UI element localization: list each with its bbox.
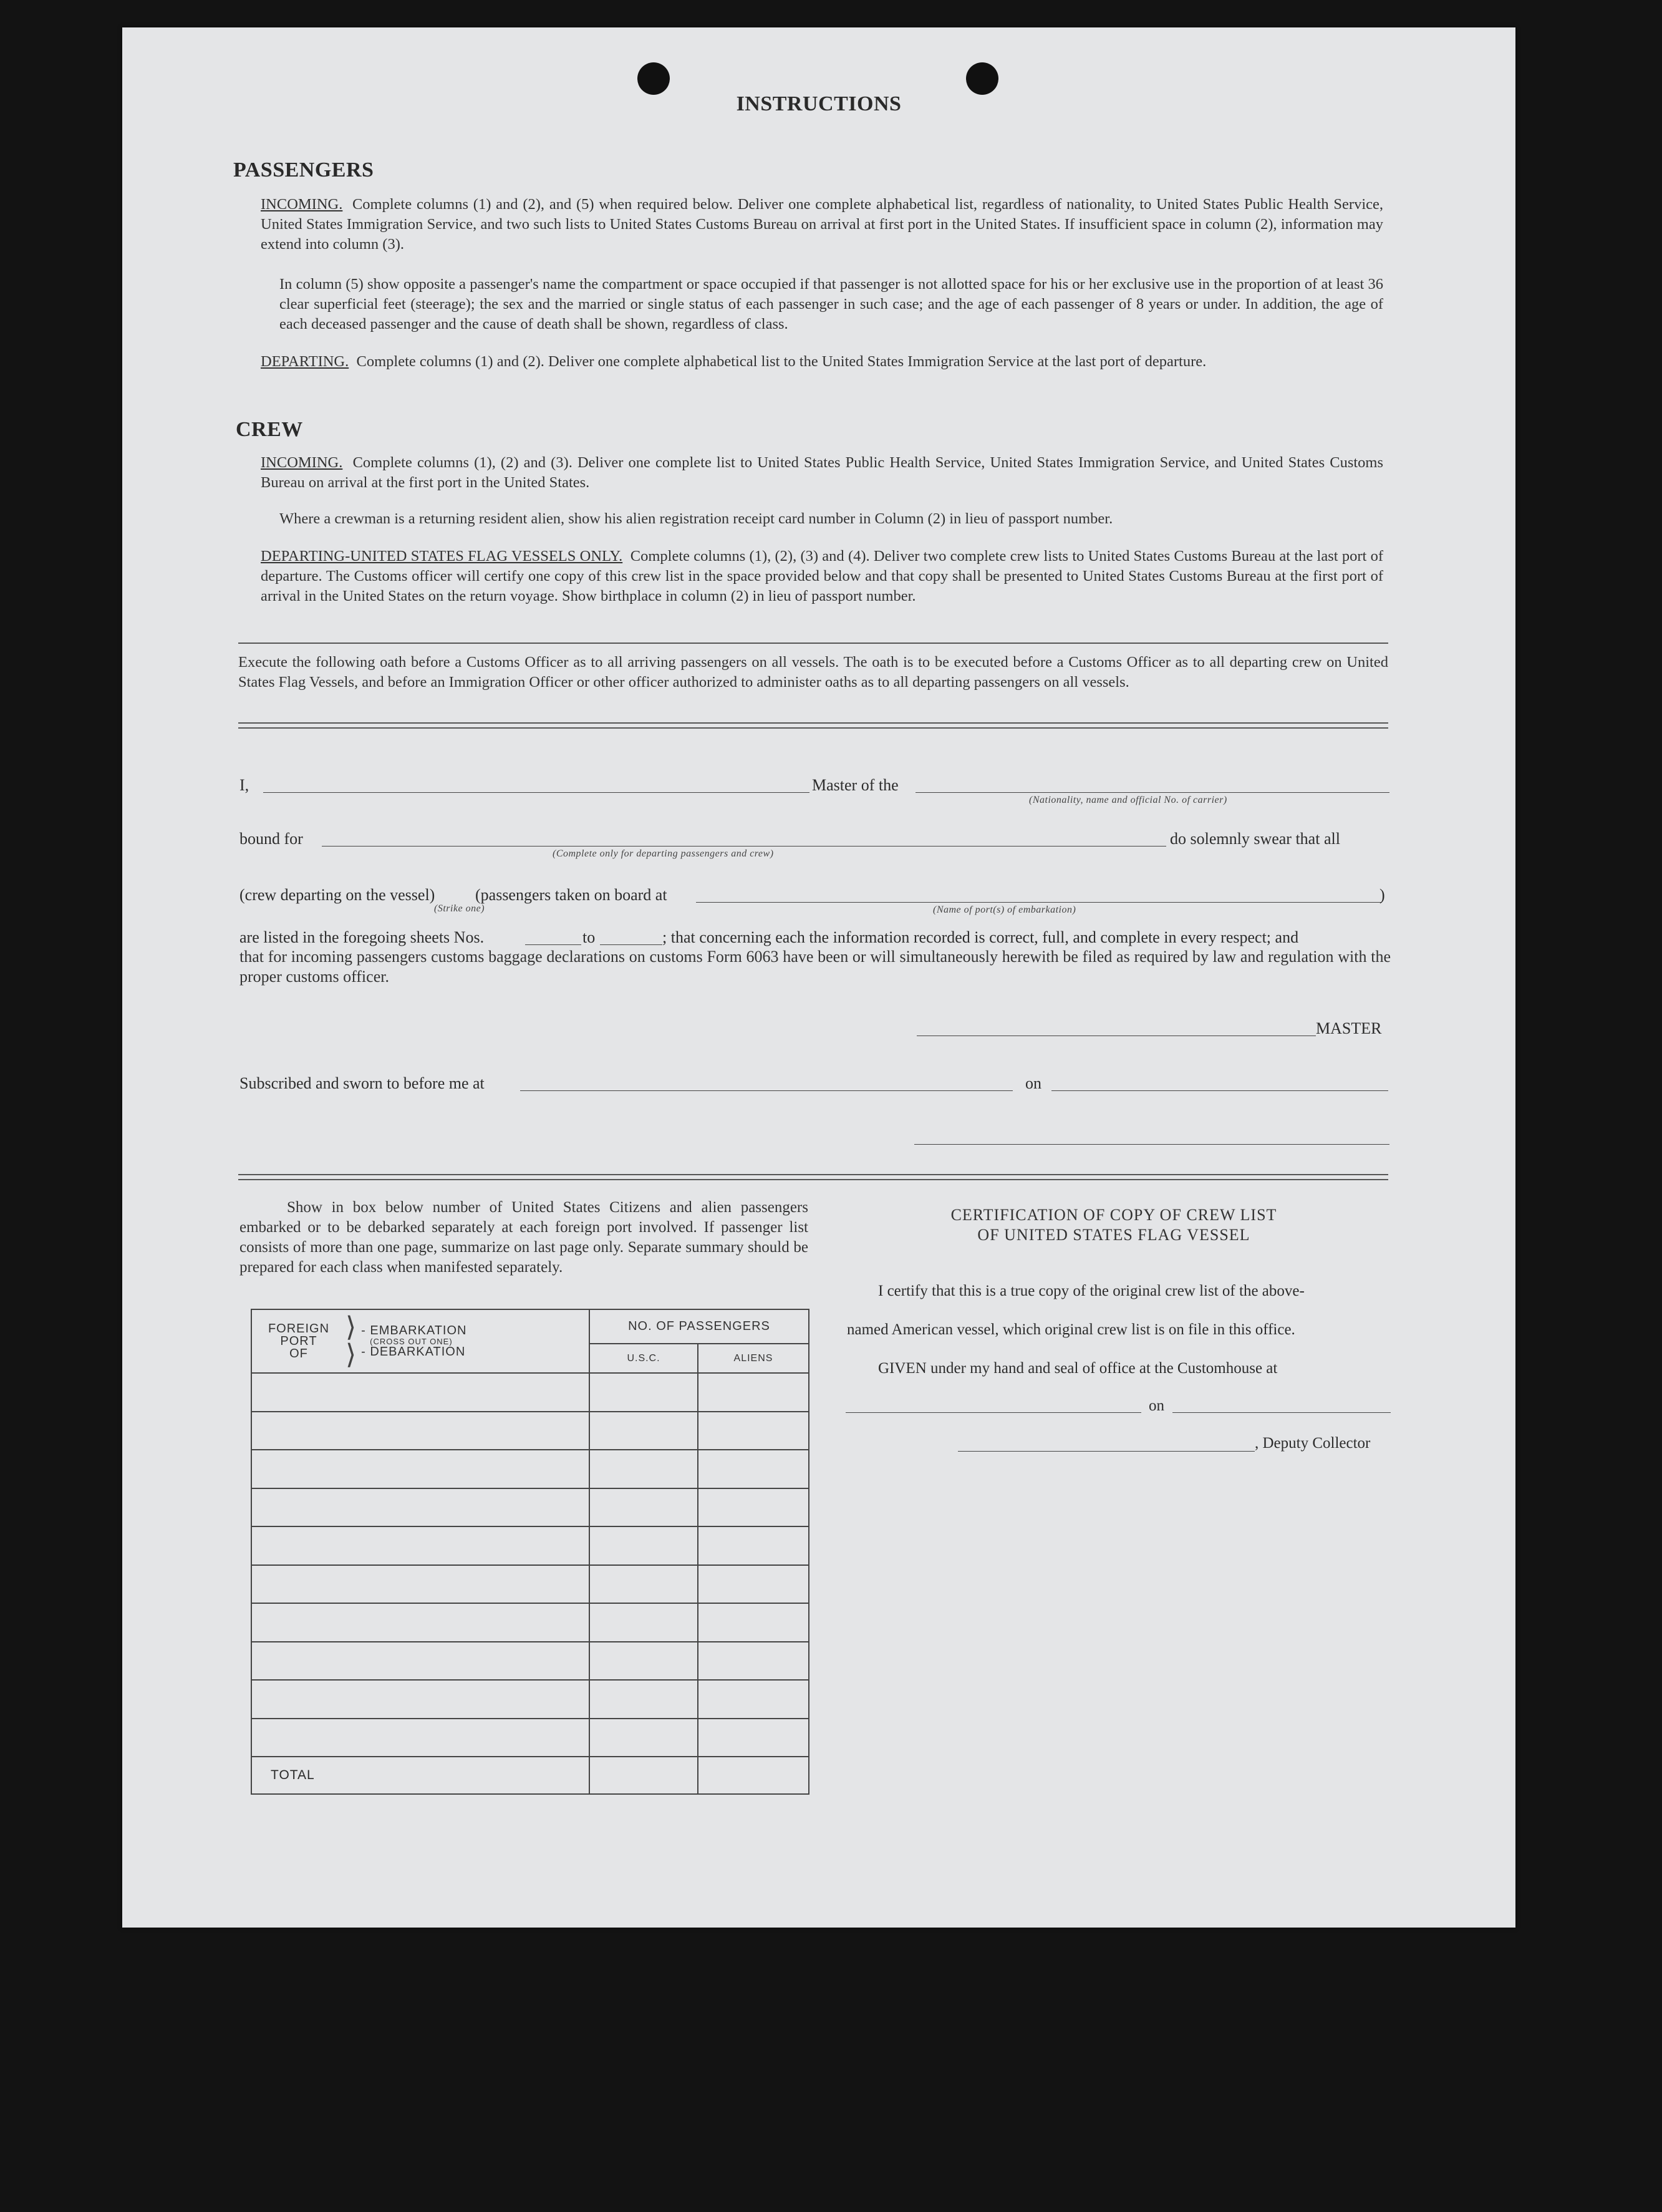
aliens-cell[interactable] xyxy=(698,1412,809,1450)
aliens-cell[interactable] xyxy=(698,1373,809,1412)
departing-text: Complete columns (1) and (2). Deliver one complete alphabetical list to the United States Immigration Service at the last port of departure. xyxy=(356,353,1207,370)
aliens-cell[interactable] xyxy=(698,1526,809,1565)
sheet-to-line[interactable] xyxy=(600,944,662,945)
port-cell[interactable] xyxy=(251,1719,589,1757)
double-divider xyxy=(238,1174,1388,1180)
crew-heading: CREW xyxy=(236,418,303,441)
passengers-heading: PASSENGERS xyxy=(233,158,374,182)
bound-hint: (Complete only for departing passengers and crew) xyxy=(553,848,774,859)
sworn-on-label: on xyxy=(1025,1074,1041,1092)
certify-on-label: on xyxy=(1149,1397,1164,1414)
port-hint: (Name of port(s) of embarkation) xyxy=(933,905,1076,915)
table-row xyxy=(251,1680,809,1719)
port-embarkation-line[interactable] xyxy=(696,902,1382,903)
passengers-departing xyxy=(261,352,1383,372)
listed-text: ; that concerning each the information recorded is correct, full, and complete in every respect; and xyxy=(662,928,1299,946)
table-row xyxy=(251,1450,809,1488)
incoming-text: Complete columns (1) and (2), and (5) when required below. Deliver one complete alphabetical list, regardless of nationality, to United States Public Health Service, United States Immigration Service, and two such lists to United States Customs Bureau on arrival at first port in the United States. If insufficient space in column (2), information may extend into column (3). xyxy=(261,196,1384,253)
listed-label: are listed in the foregoing sheets Nos. xyxy=(239,928,485,946)
table-row xyxy=(251,1526,809,1565)
total-aliens-cell[interactable] xyxy=(698,1757,809,1794)
debarkation-label: - DEBARKATION xyxy=(361,1344,466,1359)
usc-cell[interactable] xyxy=(589,1603,698,1642)
swear-label: do solemnly swear that all xyxy=(1170,830,1340,848)
aliens-cell[interactable] xyxy=(698,1719,809,1757)
page-title: INSTRUCTIONS xyxy=(736,92,902,115)
usc-header: U.S.C. xyxy=(589,1344,698,1373)
usc-cell[interactable] xyxy=(589,1488,698,1527)
usc-cell[interactable] xyxy=(589,1412,698,1450)
strike-hint: (Strike one) xyxy=(434,903,485,914)
officer-signature-line[interactable] xyxy=(914,1144,1389,1145)
port-cell[interactable] xyxy=(251,1450,589,1488)
certification-title xyxy=(839,1205,1388,1245)
sworn-date-line[interactable] xyxy=(1051,1090,1388,1091)
carrier-line[interactable] xyxy=(916,792,1389,793)
of-label: OF xyxy=(289,1347,308,1361)
port-cell[interactable] xyxy=(251,1373,589,1412)
total-usc-cell[interactable] xyxy=(589,1757,698,1794)
port-cell[interactable] xyxy=(251,1603,589,1642)
usc-cell[interactable] xyxy=(589,1373,698,1412)
crew-departing xyxy=(261,546,1383,606)
crew-resident: Where a crewman is a returning resident alien, show his alien registration receipt card number in Column (2) in lieu of passport number. xyxy=(279,510,1113,527)
customhouse-line[interactable] xyxy=(846,1412,1141,1413)
sworn-place-line[interactable] xyxy=(520,1090,1013,1091)
table-row xyxy=(251,1719,809,1757)
aliens-header: ALIENS xyxy=(698,1344,809,1373)
port-label: PORT xyxy=(280,1334,317,1348)
usc-cell[interactable] xyxy=(589,1642,698,1681)
certification-title-line-2: OF UNITED STATES FLAG VESSEL xyxy=(977,1226,1250,1244)
crew-departing-label: DEPARTING-UNITED STATES FLAG VESSELS ONLY. xyxy=(261,548,623,565)
punch-hole xyxy=(637,62,670,95)
master-name-line[interactable] xyxy=(263,792,809,793)
port-cell[interactable] xyxy=(251,1680,589,1719)
certification-title-line-1: CERTIFICATION OF COPY OF CREW LIST xyxy=(950,1206,1277,1224)
incoming-label: INCOMING. xyxy=(261,196,343,213)
listed-text-cont: that for incoming passengers customs baggage declarations on customs Form 6063 have been or will simultaneously herewith be filed as required by law and regulation with the proper customs officer. xyxy=(239,948,1391,986)
table-row xyxy=(251,1603,809,1642)
crew-incoming xyxy=(261,453,1383,493)
usc-cell[interactable] xyxy=(589,1719,698,1757)
port-cell[interactable] xyxy=(251,1642,589,1681)
aliens-cell[interactable] xyxy=(698,1450,809,1488)
master-of-label: Master of the xyxy=(812,776,899,794)
port-cell[interactable] xyxy=(251,1412,589,1450)
total-label: TOTAL xyxy=(251,1757,589,1794)
divider xyxy=(238,643,1388,644)
sheet-from-line[interactable] xyxy=(525,944,581,945)
certify-text-1: I certify that this is a true copy of the original crew list of the above- xyxy=(878,1283,1305,1299)
summary-instructions: Show in box below number of United States Citizens and alien passengers embarked or to be debarked separately at each foreign port involved. If passenger list consists of more than one page, summarize on last page only. Separate summary should be prepared for each class when manifested separately. xyxy=(239,1199,808,1276)
crew-departing-text: Complete columns (1), (2), (3) and (4). Deliver two complete crew lists to United States Customs Bureau at the last port of departure. The Customs officer will certify one copy of this crew list in the space provided below and that copy shall be presented to United States Customs Bureau at the first port of arrival in the United States on the return voyage. Show birthplace in column (2) in lieu of passport number. xyxy=(261,548,1383,604)
port-cell[interactable] xyxy=(251,1488,589,1527)
usc-cell[interactable] xyxy=(589,1526,698,1565)
usc-cell[interactable] xyxy=(589,1680,698,1719)
table-row xyxy=(251,1412,809,1450)
usc-cell[interactable] xyxy=(589,1450,698,1488)
port-cell[interactable] xyxy=(251,1526,589,1565)
document-page xyxy=(122,27,1515,1928)
embarkation-label: - EMBARKATION xyxy=(361,1323,467,1337)
passengers-column5: In column (5) show opposite a passenger's name the compartment or space occupied if that passenger is not allotted space for his or her exclusive use in the proportion of at least 36 clear superficial feet (steerage); the sex and the married or single status of each passenger in such case; and the age of each passenger of 8 years or under. In addition, the age of each deceased passenger and the cause of death shall be shown, regardless of class. xyxy=(279,276,1383,332)
listed-to-label: to xyxy=(582,928,596,946)
deputy-signature-line[interactable] xyxy=(958,1451,1255,1452)
aliens-cell[interactable] xyxy=(698,1565,809,1604)
aliens-cell[interactable] xyxy=(698,1680,809,1719)
crew-incoming-text: Complete columns (1), (2) and (3). Deliver one complete list to United States Public Health Service, United States Immigration Service, and United States Customs Bureau on arrival at the first port in the United States. xyxy=(261,454,1383,491)
close-paren: ) xyxy=(1379,886,1385,904)
crew-departing-option: (crew departing on the vessel) xyxy=(239,886,435,904)
given-text: GIVEN under my hand and seal of office at the Customhouse at xyxy=(878,1360,1278,1377)
carrier-hint: (Nationality, name and official No. of carrier) xyxy=(1029,795,1227,805)
port-column-header: FOREIGN PORT OF ⟩ ⟩ - EMBARKATION (CROSS OUT ONE) - DEBARKATION xyxy=(251,1309,589,1373)
passengers-taken-label: (passengers taken on board at xyxy=(475,886,667,904)
table-row xyxy=(251,1373,809,1412)
crew-incoming-label: INCOMING. xyxy=(261,454,343,471)
subscribed-label: Subscribed and sworn to before me at xyxy=(239,1074,485,1092)
master-label: MASTER xyxy=(1316,1019,1382,1037)
certify-text-2: named American vessel, which original crew list is on file in this office. xyxy=(847,1321,1295,1338)
no-passengers-header: NO. OF PASSENGERS xyxy=(589,1309,809,1344)
oath-i-label: I, xyxy=(239,776,249,794)
bound-for-label: bound for xyxy=(239,830,303,848)
punch-hole xyxy=(966,62,998,95)
table-row xyxy=(251,1642,809,1681)
usc-cell[interactable] xyxy=(589,1565,698,1604)
double-divider xyxy=(238,722,1388,729)
aliens-cell[interactable] xyxy=(698,1603,809,1642)
table-row xyxy=(251,1488,809,1527)
table-row xyxy=(251,1565,809,1604)
deputy-collector-label: , Deputy Collector xyxy=(1255,1435,1371,1452)
aliens-cell[interactable] xyxy=(698,1642,809,1681)
aliens-cell[interactable] xyxy=(698,1488,809,1527)
oath-instructions: Execute the following oath before a Customs Officer as to all arriving passengers on all vessels. The oath is to be executed before a Customs Officer as to all departing crew on United States Flag Vessels, and before an Immigration Officer or other officer authorized to administer oaths as to all departing passengers on all vessels. xyxy=(238,654,1388,691)
foreign-label: FOREIGN xyxy=(268,1322,330,1336)
cross-out-label: (CROSS OUT ONE) xyxy=(370,1336,453,1346)
departing-label: DEPARTING. xyxy=(261,353,349,370)
passengers-incoming xyxy=(261,195,1383,255)
passenger-summary-table xyxy=(251,1309,809,1795)
port-cell[interactable] xyxy=(251,1565,589,1604)
certify-date-line[interactable] xyxy=(1172,1412,1391,1413)
